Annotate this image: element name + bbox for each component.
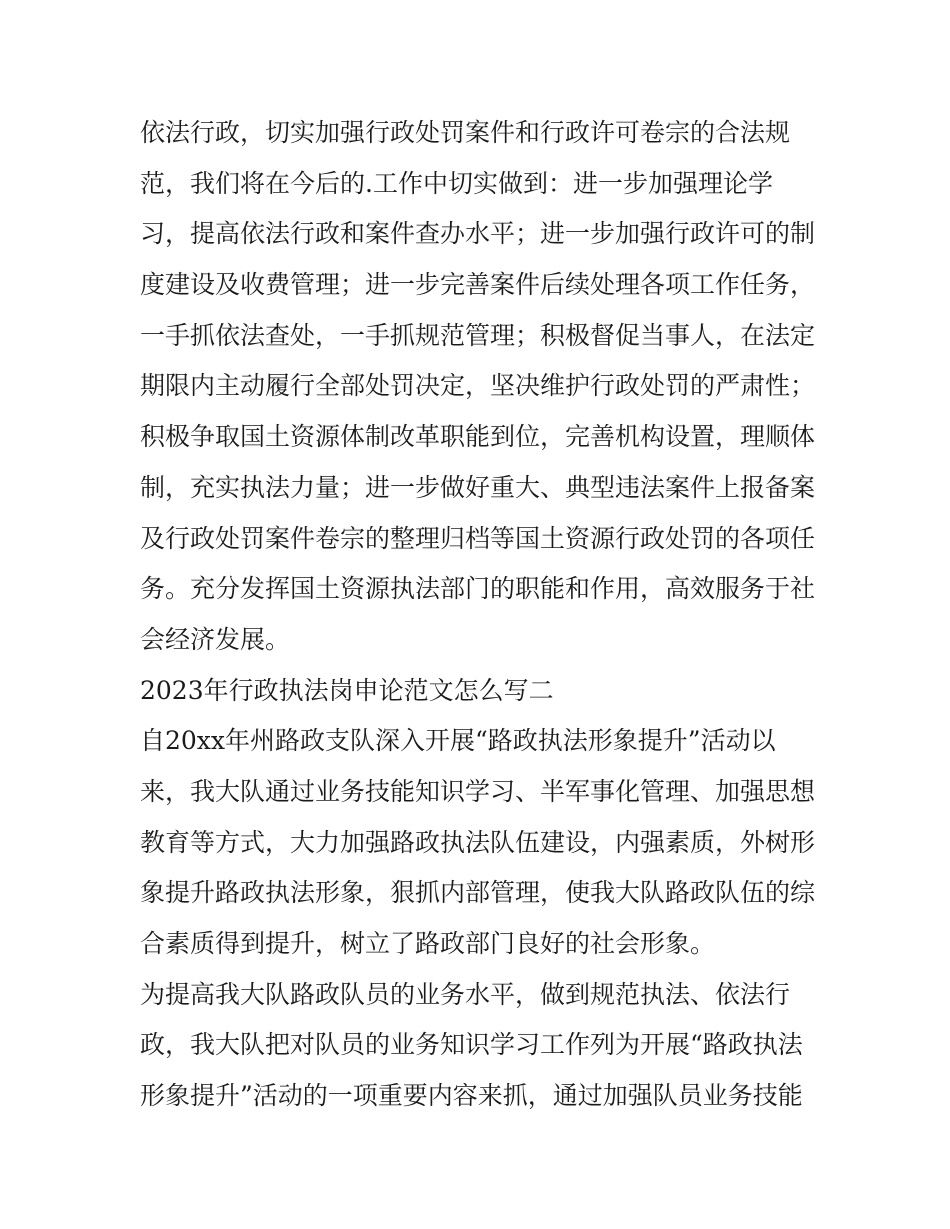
text-line: 教育等方式，大力加强路政执法队伍建设，内强素质，外树形 (140, 827, 816, 857)
text-line: 为提高我大队路政队员的业务水平，做到规范执法、依法行 (140, 979, 791, 1009)
section-heading (140, 666, 816, 717)
document-body (140, 108, 816, 1122)
text-line: 会经济发展。 (140, 624, 291, 654)
text-line: 务。充分发挥国土资源执法部门的职能和作用，高效服务于社 (140, 574, 816, 604)
paragraph-2 (140, 716, 816, 969)
text-line: 依法行政，切实加强行政处罚案件和行政许可卷宗的合法规 (140, 118, 791, 147)
text-line: 积极争取国土资源体制改革职能到位，完善机构设置，理顺体 (140, 422, 816, 452)
text-line: 及行政处罚案件卷宗的整理归档等国土资源行政处罚的各项任 (140, 523, 816, 553)
text-line: 期限内主动履行全部处罚决定，坚决维护行政处罚的严肃性； (140, 371, 816, 401)
text-line: 象提升路政执法形象，狠抓内部管理，使我大队路政队伍的综 (140, 878, 816, 908)
text-line: 习，提高依法行政和案件查办水平；进一步加强行政许可的制 (140, 219, 816, 249)
text-line: 制，充实执法力量；进一步做好重大、典型违法案件上报备案 (140, 472, 816, 502)
paragraph-1 (140, 108, 816, 666)
text-line: 政，我大队把对队员的业务知识学习工作列为开展“路政执法 (140, 1030, 803, 1060)
heading-line: 2023年行政执法岗申论范文怎么写二 (140, 675, 554, 705)
text-line: 合素质得到提升，树立了路政部门良好的社会形象。 (140, 929, 716, 958)
text-line: 形象提升”活动的一项重要内容来抓，通过加强队员业务技能 (140, 1081, 803, 1111)
text-line: 自20xx年州路政支队深入开展“路政执法形象提升”活动以 (140, 726, 776, 756)
text-line: 来，我大队通过业务技能知识学习、半军事化管理、加强思想 (140, 776, 816, 806)
text-line: 一手抓依法查处，一手抓规范管理；积极督促当事人，在法定 (140, 320, 816, 350)
text-line: 度建设及收费管理；进一步完善案件后续处理各项工作任务， (140, 270, 816, 300)
paragraph-3 (140, 970, 816, 1122)
text-line: 范，我们将在今后的.工作中切实做到：进一步加强理论学 (140, 168, 773, 198)
